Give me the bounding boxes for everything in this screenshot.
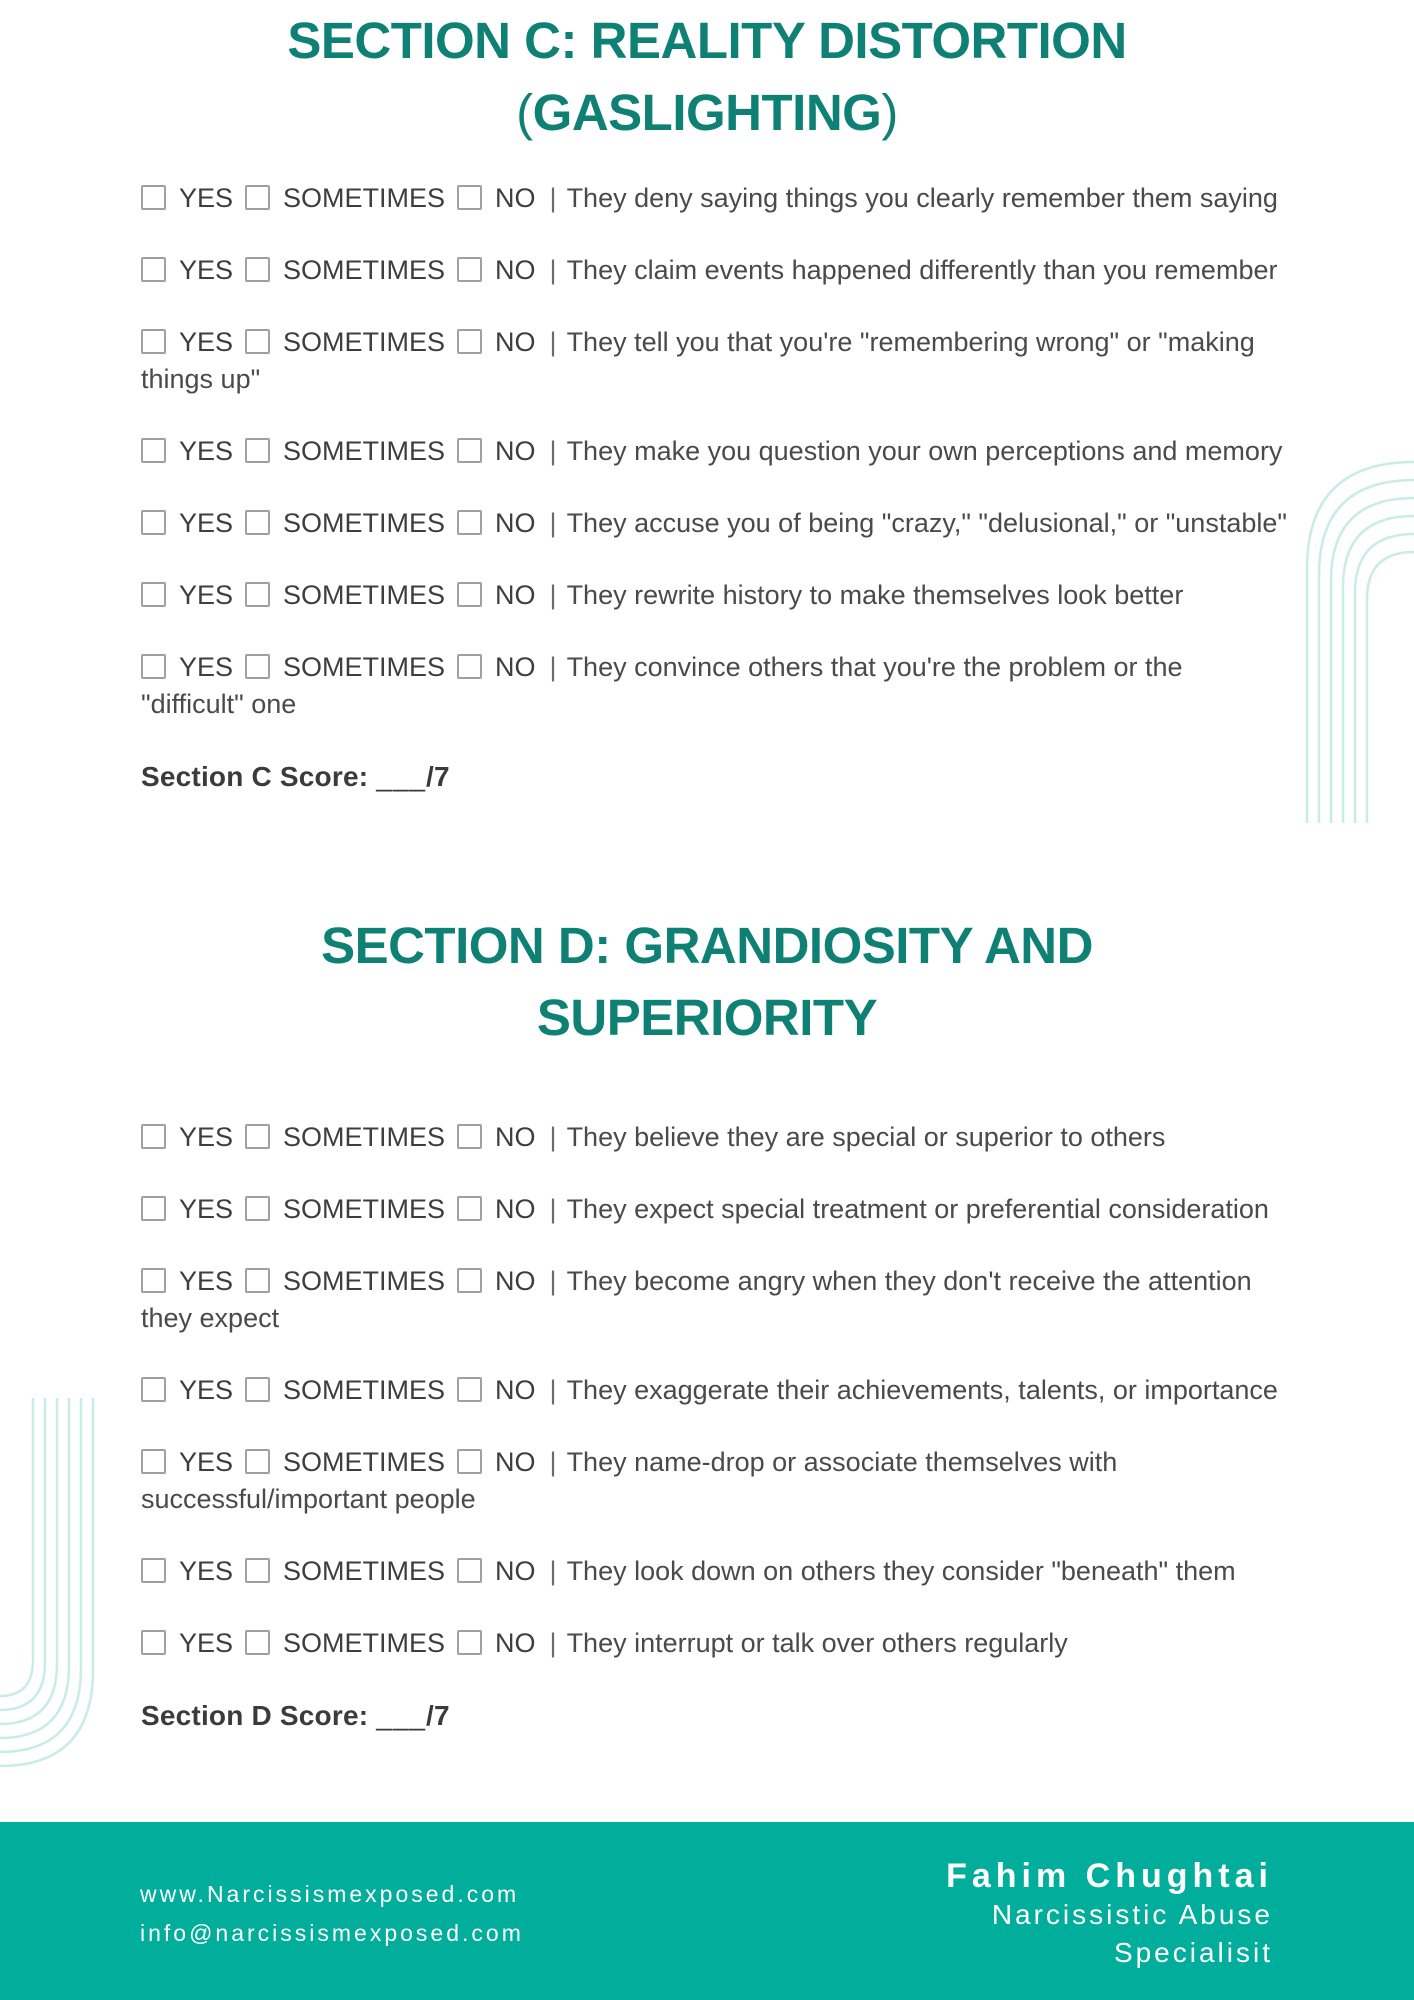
no-checkbox[interactable]	[457, 329, 482, 354]
section-d-title-line2: SUPERIORITY	[536, 989, 878, 1046]
option-label-no: NO	[495, 436, 536, 466]
separator-pipe: |	[549, 183, 557, 213]
no-checkbox[interactable]	[457, 1558, 482, 1583]
option-label-yes: YES	[179, 1266, 234, 1296]
item-text: They rewrite history to make themselves look better	[566, 580, 1184, 610]
sometimes-checkbox[interactable]	[245, 582, 270, 607]
option-label-no: NO	[495, 580, 536, 610]
checklist-item	[141, 433, 1289, 470]
footer-contact	[140, 1875, 524, 1953]
no-checkbox[interactable]	[457, 1268, 482, 1293]
option-label-no: NO	[495, 1266, 536, 1296]
separator-pipe: |	[549, 1628, 557, 1658]
item-text: They believe they are special or superior to others	[566, 1122, 1166, 1152]
separator-pipe: |	[549, 255, 557, 285]
item-text: They interrupt or talk over others regularly	[566, 1628, 1068, 1658]
sometimes-checkbox[interactable]	[245, 1268, 270, 1293]
option-label-yes: YES	[179, 652, 234, 682]
author-name: Fahim Chughtai	[946, 1857, 1273, 1895]
item-text: They make you question your own perceptions and memory	[566, 436, 1283, 466]
author-role-line1: Narcissistic Abuse	[991, 1899, 1273, 1930]
option-label-sometimes: SOMETIMES	[283, 255, 446, 285]
close-paren: )	[881, 84, 898, 141]
yes-checkbox[interactable]	[141, 329, 166, 354]
checklist-item	[141, 1444, 1289, 1518]
score-blank-field[interactable]: ___	[376, 761, 426, 792]
item-text: They claim events happened differently than you remember	[566, 255, 1278, 285]
option-label-sometimes: SOMETIMES	[283, 652, 446, 682]
yes-checkbox[interactable]	[141, 654, 166, 679]
checklist-item	[141, 1191, 1289, 1228]
checklist-item	[141, 1263, 1289, 1337]
sometimes-checkbox[interactable]	[245, 257, 270, 282]
option-label-sometimes: SOMETIMES	[283, 327, 446, 357]
option-label-yes: YES	[179, 1122, 234, 1152]
no-checkbox[interactable]	[457, 654, 482, 679]
separator-pipe: |	[549, 1447, 557, 1477]
checklist-item	[141, 1553, 1289, 1590]
footer-author	[946, 1856, 1273, 1972]
separator-pipe: |	[549, 508, 557, 538]
section-d-checklist	[141, 1119, 1289, 1734]
item-text: They expect special treatment or preferential consideration	[566, 1194, 1269, 1224]
score-total: /7	[425, 1700, 450, 1731]
separator-pipe: |	[549, 1375, 557, 1405]
no-checkbox[interactable]	[457, 438, 482, 463]
checklist-item	[141, 649, 1289, 723]
sometimes-checkbox[interactable]	[245, 1377, 270, 1402]
sometimes-checkbox[interactable]	[245, 510, 270, 535]
separator-pipe: |	[549, 1122, 557, 1152]
section-c-title-line1: SECTION C: REALITY DISTORTION	[287, 12, 1127, 69]
yes-checkbox[interactable]	[141, 185, 166, 210]
footer-email: info@narcissismexposed.com	[140, 1920, 524, 1946]
author-role-line2: Specialisit	[1113, 1937, 1273, 1968]
section-d-title-line1: SECTION D: GRANDIOSITY AND	[321, 917, 1093, 974]
option-label-yes: YES	[179, 436, 234, 466]
separator-pipe: |	[549, 1194, 557, 1224]
yes-checkbox[interactable]	[141, 1449, 166, 1474]
right-arc-decoration	[1304, 460, 1414, 825]
option-label-sometimes: SOMETIMES	[283, 1194, 446, 1224]
option-label-yes: YES	[179, 580, 234, 610]
yes-checkbox[interactable]	[141, 1268, 166, 1293]
yes-checkbox[interactable]	[141, 1124, 166, 1149]
option-label-sometimes: SOMETIMES	[283, 1447, 446, 1477]
option-label-sometimes: SOMETIMES	[283, 508, 446, 538]
no-checkbox[interactable]	[457, 1196, 482, 1221]
no-checkbox[interactable]	[457, 1377, 482, 1402]
sometimes-checkbox[interactable]	[245, 185, 270, 210]
option-label-no: NO	[495, 508, 536, 538]
item-text: They exaggerate their achievements, talents, or importance	[566, 1375, 1278, 1405]
option-label-yes: YES	[179, 1628, 234, 1658]
item-text: They convince others that you're the problem or the "difficult" one	[141, 652, 1183, 719]
option-label-yes: YES	[179, 255, 234, 285]
section-c-title	[0, 5, 1414, 149]
no-checkbox[interactable]	[457, 185, 482, 210]
checklist-item	[141, 252, 1289, 289]
option-label-sometimes: SOMETIMES	[283, 1556, 446, 1586]
option-label-sometimes: SOMETIMES	[283, 1122, 446, 1152]
option-label-no: NO	[495, 255, 536, 285]
option-label-no: NO	[495, 1375, 536, 1405]
option-label-sometimes: SOMETIMES	[283, 1266, 446, 1296]
sometimes-checkbox[interactable]	[245, 1449, 270, 1474]
footer-band	[0, 1822, 1414, 2000]
section-c-score-line	[141, 758, 1289, 795]
option-label-no: NO	[495, 183, 536, 213]
option-label-yes: YES	[179, 1375, 234, 1405]
checklist-item	[141, 1119, 1289, 1156]
separator-pipe: |	[549, 652, 557, 682]
left-arc-decoration	[0, 1396, 100, 1776]
option-label-no: NO	[495, 1628, 536, 1658]
no-checkbox[interactable]	[457, 1449, 482, 1474]
score-blank-field[interactable]: ___	[376, 1700, 426, 1731]
separator-pipe: |	[549, 1556, 557, 1586]
option-label-sometimes: SOMETIMES	[283, 580, 446, 610]
option-label-sometimes: SOMETIMES	[283, 1628, 446, 1658]
sometimes-checkbox[interactable]	[245, 329, 270, 354]
option-label-sometimes: SOMETIMES	[283, 436, 446, 466]
section-c-title-line2: (GASLIGHTING)	[516, 84, 898, 141]
checklist-item	[141, 324, 1289, 398]
section-d-title	[0, 910, 1414, 1054]
option-label-no: NO	[495, 1122, 536, 1152]
yes-checkbox[interactable]	[141, 257, 166, 282]
yes-checkbox[interactable]	[141, 1558, 166, 1583]
option-label-no: NO	[495, 652, 536, 682]
score-total: /7	[425, 761, 450, 792]
option-label-yes: YES	[179, 508, 234, 538]
item-text: They name-drop or associate themselves with successful/important people	[141, 1447, 1118, 1514]
item-text: They tell you that you're "remembering wrong" or "making things up"	[141, 327, 1255, 394]
sometimes-checkbox[interactable]	[245, 1558, 270, 1583]
yes-checkbox[interactable]	[141, 582, 166, 607]
option-label-no: NO	[495, 1447, 536, 1477]
item-text: They accuse you of being "crazy," "delusional," or "unstable"	[566, 508, 1287, 538]
score-label: Section D Score:	[141, 1700, 369, 1731]
option-label-yes: YES	[179, 327, 234, 357]
footer-website: www.Narcissismexposed.com	[140, 1881, 520, 1907]
option-label-yes: YES	[179, 1194, 234, 1224]
separator-pipe: |	[549, 327, 557, 357]
no-checkbox[interactable]	[457, 1630, 482, 1655]
checklist-item	[141, 577, 1289, 614]
score-label: Section C Score:	[141, 761, 369, 792]
no-checkbox[interactable]	[457, 510, 482, 535]
option-label-yes: YES	[179, 1556, 234, 1586]
checklist-item	[141, 180, 1289, 217]
option-label-no: NO	[495, 327, 536, 357]
section-d-items	[141, 1119, 1289, 1662]
option-label-sometimes: SOMETIMES	[283, 183, 446, 213]
yes-checkbox[interactable]	[141, 438, 166, 463]
no-checkbox[interactable]	[457, 582, 482, 607]
checklist-item	[141, 1625, 1289, 1662]
section-c-items	[141, 180, 1289, 723]
sometimes-checkbox[interactable]	[245, 1196, 270, 1221]
section-c-checklist	[141, 180, 1289, 795]
sometimes-checkbox[interactable]	[245, 654, 270, 679]
item-text: They become angry when they don't receive the attention they expect	[141, 1266, 1252, 1333]
no-checkbox[interactable]	[457, 1124, 482, 1149]
no-checkbox[interactable]	[457, 257, 482, 282]
checklist-item	[141, 505, 1289, 542]
sometimes-checkbox[interactable]	[245, 438, 270, 463]
checklist-item	[141, 1372, 1289, 1409]
yes-checkbox[interactable]	[141, 510, 166, 535]
separator-pipe: |	[549, 436, 557, 466]
item-text: They look down on others they consider "beneath" them	[566, 1556, 1236, 1586]
option-label-sometimes: SOMETIMES	[283, 1375, 446, 1405]
option-label-yes: YES	[179, 1447, 234, 1477]
option-label-no: NO	[495, 1194, 536, 1224]
section-d-score-line	[141, 1697, 1289, 1734]
option-label-yes: YES	[179, 183, 234, 213]
yes-checkbox[interactable]	[141, 1630, 166, 1655]
separator-pipe: |	[549, 580, 557, 610]
sometimes-checkbox[interactable]	[245, 1630, 270, 1655]
separator-pipe: |	[549, 1266, 557, 1296]
option-label-no: NO	[495, 1556, 536, 1586]
yes-checkbox[interactable]	[141, 1377, 166, 1402]
item-text: They deny saying things you clearly remember them saying	[566, 183, 1278, 213]
yes-checkbox[interactable]	[141, 1196, 166, 1221]
sometimes-checkbox[interactable]	[245, 1124, 270, 1149]
open-paren: (	[516, 84, 533, 141]
